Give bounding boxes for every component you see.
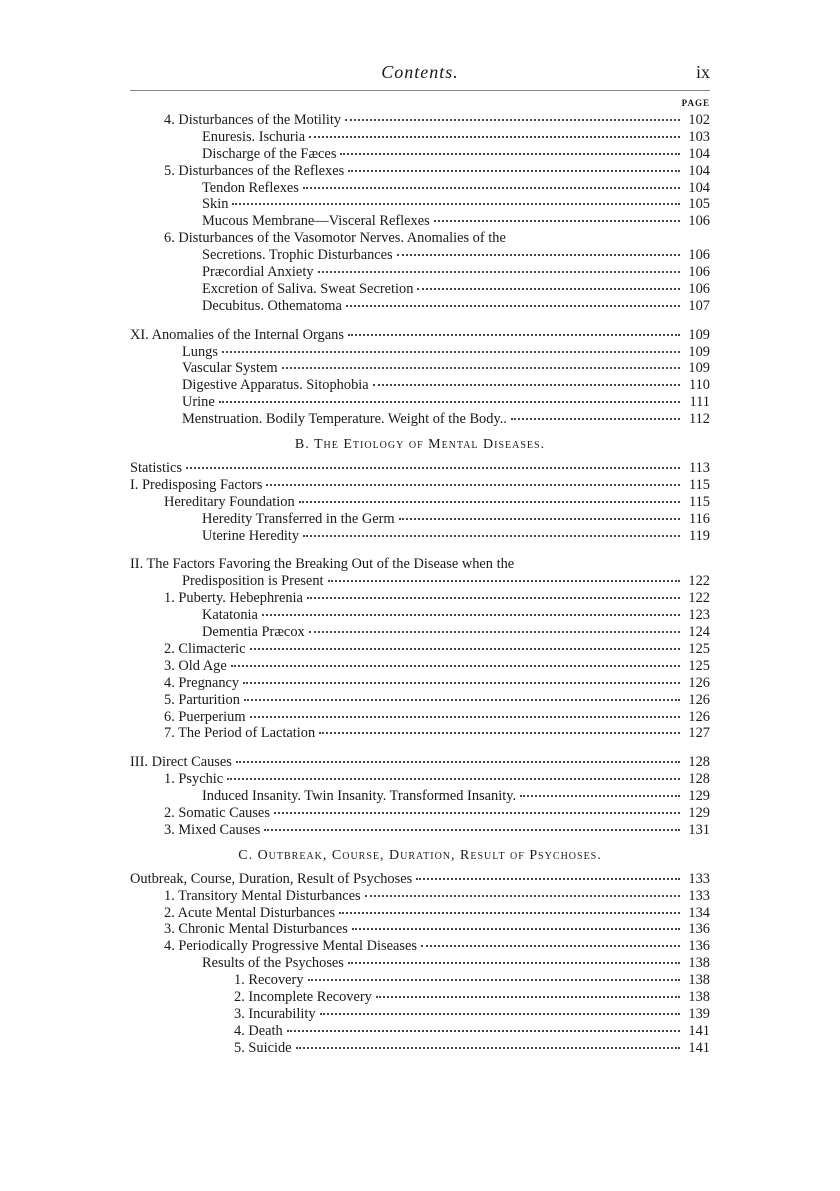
toc-entry-page: 131	[688, 821, 710, 838]
toc-entry-page: 127	[688, 725, 710, 742]
toc-entry	[130, 871, 710, 888]
toc-entry	[130, 1006, 710, 1023]
running-title: Contents.	[381, 62, 459, 82]
toc-entry-title: I. Predisposing Factors	[130, 476, 263, 493]
toc-entry-page: 128	[688, 771, 710, 788]
toc-entry-title: 7. The Period of Lactation	[164, 725, 316, 742]
dot-leader	[376, 996, 680, 998]
dot-leader	[318, 271, 680, 273]
toc-entry	[130, 888, 710, 905]
toc-entry-page: 141	[688, 1022, 710, 1039]
toc-entry-page: 115	[688, 493, 710, 510]
dot-leader	[348, 962, 680, 964]
toc-entry	[130, 298, 710, 315]
toc-entry	[130, 725, 710, 742]
dot-leader	[365, 895, 680, 897]
section-heading: B. The Etiology of Mental Diseases.	[294, 437, 546, 453]
dot-leader	[303, 535, 680, 537]
page-header	[130, 62, 710, 92]
dot-leader	[417, 288, 680, 290]
toc-entry	[130, 771, 710, 788]
toc-entry-title: 4. Death	[234, 1022, 283, 1039]
dot-leader	[232, 203, 680, 205]
toc-entry-title: II. The Factors Favoring the Breaking Out of the Disease when the	[130, 556, 515, 573]
toc-entry-page: 104	[688, 162, 710, 179]
toc-entry	[130, 344, 710, 361]
toc-entry-title: 5. Disturbances of the Reflexes	[164, 162, 345, 179]
toc-entry-page: 122	[688, 590, 710, 607]
group-spacer	[130, 742, 710, 754]
toc-entry-title: 1. Puberty. Hebephrenia	[164, 590, 303, 607]
dot-leader	[250, 716, 680, 718]
toc-entry	[130, 822, 710, 839]
toc-entry-title: 1. Transitory Mental Disturbances	[164, 887, 361, 904]
toc-entry-title: 5. Parturition	[164, 691, 240, 708]
toc-entry-page: 138	[688, 988, 710, 1005]
table-of-contents	[130, 112, 710, 1057]
toc-entry-page: 123	[688, 607, 710, 624]
toc-entry-page: 105	[688, 196, 710, 213]
toc-entry-title: Secretions. Trophic Disturbances	[202, 247, 393, 264]
dot-leader	[309, 136, 680, 138]
group-spacer	[130, 544, 710, 556]
toc-entry-page: 124	[688, 624, 710, 641]
toc-entry	[130, 494, 710, 511]
toc-entry-title: Tendon Reflexes	[202, 179, 299, 196]
toc-entry	[130, 230, 710, 247]
toc-entry	[130, 989, 710, 1006]
toc-entry-page: 133	[688, 887, 710, 904]
toc-entry	[130, 528, 710, 545]
toc-entry-title: Katatonia	[202, 607, 258, 624]
toc-entry-title: Digestive Apparatus. Sitophobia	[182, 377, 369, 394]
toc-entry-page: 122	[688, 573, 710, 590]
toc-entry	[130, 411, 710, 428]
toc-entry	[130, 511, 710, 528]
toc-entry-title: Outbreak, Course, Duration, Result of Psychoses	[130, 870, 413, 887]
toc-entry-title: III. Direct Causes	[130, 754, 232, 771]
toc-entry-title: Uterine Heredity	[202, 527, 300, 544]
toc-entry-page: 104	[688, 145, 710, 162]
page-column-label: PAGE	[681, 98, 710, 108]
toc-entry-page: 126	[688, 674, 710, 691]
toc-entry	[130, 972, 710, 989]
toc-entry-page: 112	[688, 411, 710, 428]
toc-entry-page: 115	[688, 476, 710, 493]
toc-entry-title: Urine	[182, 394, 215, 411]
toc-entry-title: 1. Psychic	[164, 771, 224, 788]
dot-leader	[511, 418, 680, 420]
dot-leader	[296, 1047, 680, 1049]
dot-leader	[416, 878, 680, 880]
toc-entry	[130, 163, 710, 180]
toc-entry	[130, 754, 710, 771]
toc-entry	[130, 394, 710, 411]
dot-leader	[346, 305, 680, 307]
toc-entry-page: 133	[688, 870, 710, 887]
dot-leader	[222, 351, 680, 353]
toc-entry-title: 4. Periodically Progressive Mental Diseases	[164, 938, 417, 955]
dot-leader	[340, 153, 680, 155]
toc-entry-title: 3. Incurability	[234, 1005, 316, 1022]
toc-entry-title: Dementia Præcox	[202, 624, 305, 641]
toc-entry-page: 125	[688, 640, 710, 657]
dot-leader	[348, 170, 680, 172]
dot-leader	[421, 945, 680, 947]
dot-leader	[328, 580, 680, 582]
dot-leader	[219, 401, 680, 403]
toc-entry-title: Mucous Membrane—Visceral Reflexes	[202, 213, 430, 230]
toc-entry-page: 125	[688, 657, 710, 674]
toc-entry-title: XI. Anomalies of the Internal Organs	[130, 326, 344, 343]
toc-entry-title: Decubitus. Othematoma	[202, 297, 342, 314]
toc-entry-page: 111	[689, 394, 710, 411]
toc-entry-title: Statistics	[130, 460, 182, 477]
toc-entry	[130, 1023, 710, 1040]
dot-leader	[309, 631, 680, 633]
toc-entry	[130, 281, 710, 298]
toc-entry	[130, 573, 710, 590]
toc-entry-title: Præcordial Anxiety	[202, 264, 314, 281]
toc-entry-page: 109	[688, 360, 710, 377]
toc-entry-page: 106	[688, 247, 710, 264]
toc-entry	[130, 641, 710, 658]
toc-entry	[130, 460, 710, 477]
dot-leader	[303, 187, 680, 189]
toc-entry-page: 136	[688, 938, 710, 955]
toc-entry-title: 3. Chronic Mental Disturbances	[164, 921, 348, 938]
dot-leader	[244, 699, 680, 701]
dot-leader	[345, 119, 680, 121]
toc-entry-page: 106	[688, 213, 710, 230]
dot-leader	[299, 501, 680, 503]
toc-entry-title: Vascular System	[182, 360, 278, 377]
toc-entry	[130, 477, 710, 494]
toc-entry-page: 104	[688, 179, 710, 196]
toc-entry-title: 3. Old Age	[164, 657, 227, 674]
toc-entry-title: 2. Incomplete Recovery	[234, 988, 372, 1005]
dot-leader	[520, 795, 680, 797]
dot-leader	[287, 1030, 680, 1032]
dot-leader	[397, 254, 680, 256]
toc-entry-page: 106	[688, 280, 710, 297]
toc-entry-title: 5. Suicide	[234, 1039, 292, 1056]
toc-entry	[130, 590, 710, 607]
toc-entry	[130, 556, 710, 573]
toc-entry	[130, 921, 710, 938]
toc-entry-page: 129	[688, 804, 710, 821]
toc-entry	[130, 327, 710, 344]
toc-entry	[130, 180, 710, 197]
toc-entry-title: Lungs	[182, 343, 218, 360]
toc-entry-title: 6. Disturbances of the Vasomotor Nerves. Anomalies of the	[164, 230, 506, 247]
toc-entry	[130, 247, 710, 264]
toc-entry-page: 128	[688, 754, 710, 771]
toc-entry-title: Skin	[202, 196, 229, 213]
toc-entry-page: 134	[688, 904, 710, 921]
toc-entry	[130, 264, 710, 281]
page-number: ix	[695, 62, 710, 82]
toc-entry-title: 4. Disturbances of the Motility	[164, 112, 342, 128]
toc-entry-page: 126	[688, 691, 710, 708]
toc-entry-page: 136	[688, 921, 710, 938]
toc-entry-title: Predisposition is Present	[182, 573, 324, 590]
toc-entry	[130, 213, 710, 230]
toc-entry	[130, 360, 710, 377]
toc-entry-title: 4. Pregnancy	[164, 674, 240, 691]
toc-entry	[130, 196, 710, 213]
toc-entry	[130, 377, 710, 394]
dot-leader	[243, 682, 680, 684]
dot-leader	[399, 518, 680, 520]
group-spacer	[130, 315, 710, 327]
toc-entry-title: Excretion of Saliva. Sweat Secretion	[202, 280, 414, 297]
dot-leader	[266, 484, 680, 486]
toc-entry-title: 1. Recovery	[234, 972, 304, 989]
header-rule	[130, 90, 710, 91]
toc-entry-title: Enuresis. Ischuria	[202, 128, 306, 145]
toc-entry-page: 129	[688, 788, 710, 805]
toc-entry-title: Heredity Transferred in the Germ	[202, 510, 395, 527]
toc-entry-title: Results of the Psychoses	[202, 955, 344, 972]
dot-leader	[319, 732, 680, 734]
toc-entry-page: 141	[688, 1039, 710, 1056]
dot-leader	[250, 648, 680, 650]
toc-entry-title: 2. Somatic Causes	[164, 804, 270, 821]
toc-entry-page: 138	[688, 972, 710, 989]
dot-leader	[282, 367, 680, 369]
dot-leader	[352, 928, 680, 930]
toc-entry	[130, 146, 710, 163]
toc-entry-title: 2. Acute Mental Disturbances	[164, 904, 336, 921]
dot-leader	[264, 829, 680, 831]
toc-entry	[130, 905, 710, 922]
toc-entry	[130, 607, 710, 624]
dot-leader	[373, 384, 680, 386]
toc-entry-page: 139	[688, 1005, 710, 1022]
dot-leader	[339, 912, 680, 914]
dot-leader	[227, 778, 680, 780]
dot-leader	[348, 334, 680, 336]
toc-entry	[130, 955, 710, 972]
toc-entry-title: 2. Climacteric	[164, 640, 246, 657]
toc-entry-page: 138	[688, 955, 710, 972]
toc-entry-page: 126	[688, 708, 710, 725]
section-heading: C. Outbreak, Course, Duration, Result of Psychoses.	[238, 847, 602, 863]
dot-leader	[274, 812, 680, 814]
toc-entry-page: 103	[688, 128, 710, 145]
toc-entry	[130, 675, 710, 692]
toc-entry-page: 113	[688, 460, 710, 477]
toc-entry	[130, 805, 710, 822]
toc-entry	[130, 624, 710, 641]
toc-entry-title: Hereditary Foundation	[164, 493, 295, 510]
toc-entry	[130, 658, 710, 675]
dot-leader	[262, 614, 680, 616]
toc-entry-page: 116	[688, 510, 710, 527]
dot-leader	[320, 1013, 680, 1015]
toc-entry-title: Menstruation. Bodily Temperature. Weight of the Body..	[182, 411, 507, 428]
dot-leader	[231, 665, 680, 667]
toc-entry-page: 106	[688, 264, 710, 281]
toc-entry	[130, 709, 710, 726]
dot-leader	[434, 220, 680, 222]
toc-entry-page: 119	[688, 527, 710, 544]
dot-leader	[186, 467, 680, 469]
toc-entry-page: 107	[688, 297, 710, 314]
toc-entry	[130, 1040, 710, 1057]
toc-entry-page: 109	[688, 326, 710, 343]
toc-entry-page: 102	[688, 112, 710, 128]
toc-entry	[130, 129, 710, 146]
toc-entry-page: 109	[688, 343, 710, 360]
toc-entry-title: Induced Insanity. Twin Insanity. Transformed Insanity.	[202, 788, 517, 805]
dot-leader	[308, 979, 680, 981]
toc-entry	[130, 692, 710, 709]
dot-leader	[236, 761, 680, 763]
toc-entry-page: 110	[688, 377, 710, 394]
toc-entry-title: 3. Mixed Causes	[164, 821, 261, 838]
toc-entry	[130, 112, 710, 129]
dot-leader	[307, 597, 680, 599]
toc-entry	[130, 938, 710, 955]
toc-entry-title: 6. Puerperium	[164, 708, 246, 725]
toc-entry	[130, 788, 710, 805]
toc-entry-title: Discharge of the Fæces	[202, 145, 337, 162]
